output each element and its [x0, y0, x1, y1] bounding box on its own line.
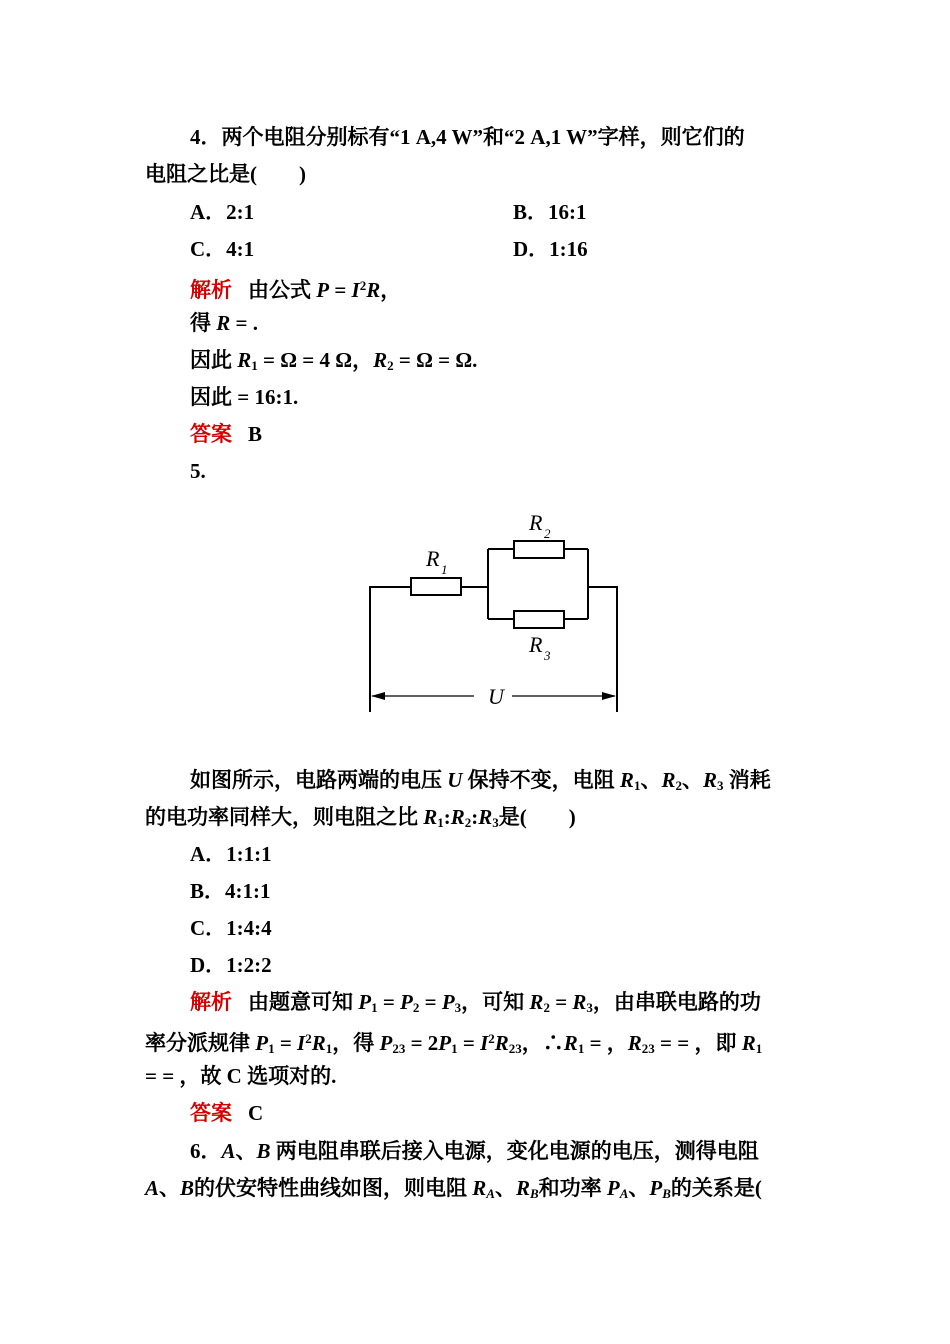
answer-label: 答案 [190, 1101, 232, 1125]
label-r3: R [529, 632, 543, 657]
q5-option-c: C．1:4:4 [190, 916, 272, 940]
q5-option-d: D．1:2:2 [190, 953, 272, 977]
q4-analysis-line2: 得 R = . [190, 311, 258, 335]
q5-analysis-line3: = = ，故 C 选项对的. [145, 1064, 337, 1088]
q4-option-c: C．4:1 [190, 237, 255, 261]
q4-analysis-line1: 解析 由公式 $P = I^2R$， [190, 278, 402, 302]
q5-option-b: B．4:1:1 [190, 879, 271, 903]
q5-stem-line2: 的电功率同样大，则电阻之比 $R_1:R_2:R_3$是( ) [145, 805, 576, 830]
q6-stem-line2: A、B的伏安特性曲线如图，则电阻 $R_A$、$R_B$和功率 $P_A$、$P_B$的关系是( [145, 1176, 762, 1201]
q4-stem-line2: 电阻之比是( ) [145, 162, 306, 186]
answer-label: 答案 [190, 422, 232, 446]
label-r2: R [529, 510, 543, 535]
resistor-r1 [411, 578, 461, 595]
q4-option-a: A．2:1 [190, 200, 255, 224]
q5-number: 5. [190, 459, 206, 483]
q5-option-a: A．1:1:1 [190, 842, 272, 866]
q4-option-b: B．16:1 [513, 200, 587, 224]
q4-option-d: D．1:16 [513, 237, 588, 261]
resistor-r3 [514, 611, 564, 628]
analysis-label: 解析 [190, 990, 232, 1014]
circuit-wire-left [370, 587, 411, 712]
q5-analysis-line1: 解析 由题意可知 $P_1 = P_2 = P_3$，可知 $R_2 = R_3$，由串联电路的功 [190, 990, 761, 1015]
label-r1: R [426, 546, 440, 571]
label-r3-sub: 3 [544, 648, 551, 663]
analysis-label: 解析 [190, 278, 232, 302]
label-r2-sub: 2 [544, 526, 551, 541]
q4-answer: 答案 B [190, 422, 263, 446]
label-r1-sub: 1 [441, 562, 448, 577]
label-u: U [488, 684, 504, 709]
resistor-r2 [514, 541, 564, 558]
q4-stem-line1: 4．两个电阻分别标有“1 A,4 W”和“2 A,1 W”字样，则它们的 [190, 125, 745, 149]
q5-answer: 答案 C [190, 1101, 264, 1125]
q4-analysis-line3: 因此 $R_1 = \Omega = 4$ Ω，$R_2 = \Omega = \Omega$. [190, 348, 478, 373]
q4-analysis-line4: 因此 = 16:1. [190, 385, 299, 409]
q5-stem-line1: 如图所示，电路两端的电压 U 保持不变，电阻 $R_1$、$R_2$、$R_3$ 消耗 [190, 768, 771, 793]
arrowhead-left [371, 692, 385, 700]
q5-analysis-line2: 率分派规律 $P_1 = I^2R_1$，得 $P_{23} = 2P_1 = I^2R_{23}$，$\therefore R_1$ = ，$R_{23}$ = = ，即 $R_1$ [145, 1031, 763, 1056]
q6-stem-line1: 6．A、B 两电阻串联后接入电源，变化电源的电压，测得电阻 [190, 1139, 759, 1163]
arrowhead-right [602, 692, 616, 700]
